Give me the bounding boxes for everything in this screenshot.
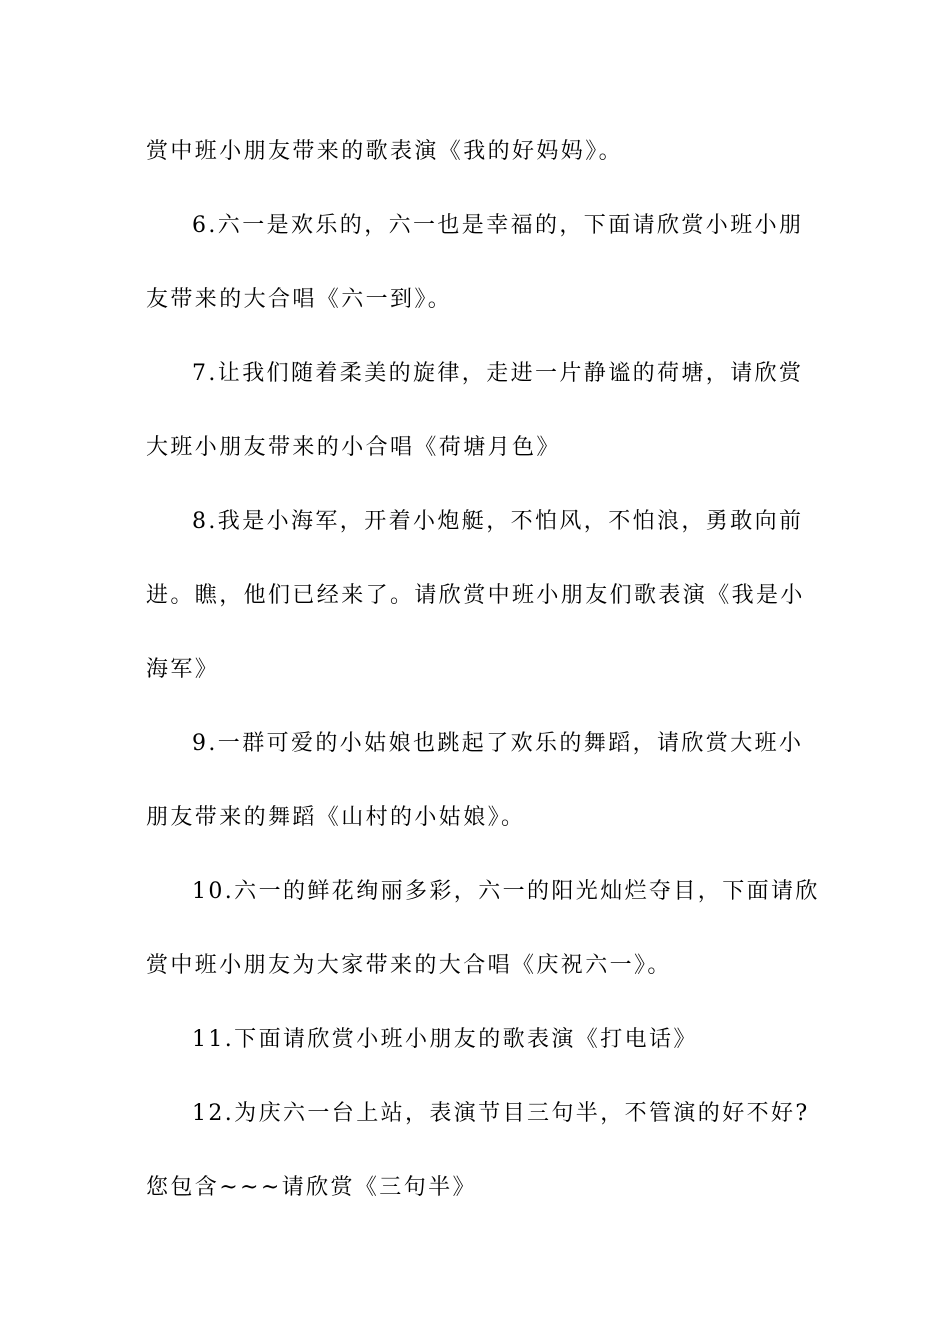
text-line: 赏中班小朋友带来的歌表演《我的好妈妈》。 (146, 139, 624, 164)
list-item-10-line-2: 赏中班小朋友为大家带来的大合唱《庆祝六一》。 (146, 953, 672, 978)
list-item-8-line-2: 进。瞧，他们已经来了。请欣赏中班小朋友们歌表演《我是小 (146, 583, 805, 608)
list-item-7-line-2: 大班小朋友带来的小合唱《荷塘月色》 (146, 435, 561, 460)
list-item-6-line-1: 6.六一是欢乐的，六一也是幸福的，下面请欣赏小班小朋 (192, 213, 804, 238)
list-item-7-line-1: 7.让我们随着柔美的旋律，走进一片静谧的荷塘，请欣赏 (192, 361, 804, 386)
list-item-9-line-2: 朋友带来的舞蹈《山村的小姑娘》。 (146, 805, 526, 830)
list-item-6-line-2: 友带来的大合唱《六一到》。 (146, 287, 453, 312)
list-item-11-line-1: 11.下面请欣赏小班小朋友的歌表演《打电话》 (192, 1027, 698, 1052)
list-item-8-line-3: 海军》 (146, 657, 220, 682)
list-item-8-line-1: 8.我是小海军，开着小炮艇，不怕风，不怕浪，勇敢向前 (192, 509, 804, 534)
list-item-10-line-1: 10.六一的鲜花绚丽多彩，六一的阳光灿烂夺目，下面请欣 (192, 879, 820, 904)
list-item-9-line-1: 9.一群可爱的小姑娘也跳起了欢乐的舞蹈，请欣赏大班小 (192, 731, 804, 756)
list-item-12-line-2: 您包含~~~请欣赏《三句半》 (146, 1175, 477, 1200)
list-item-12-line-1: 12.为庆六一台上站，表演节目三句半，不管演的好不好? (192, 1101, 810, 1126)
